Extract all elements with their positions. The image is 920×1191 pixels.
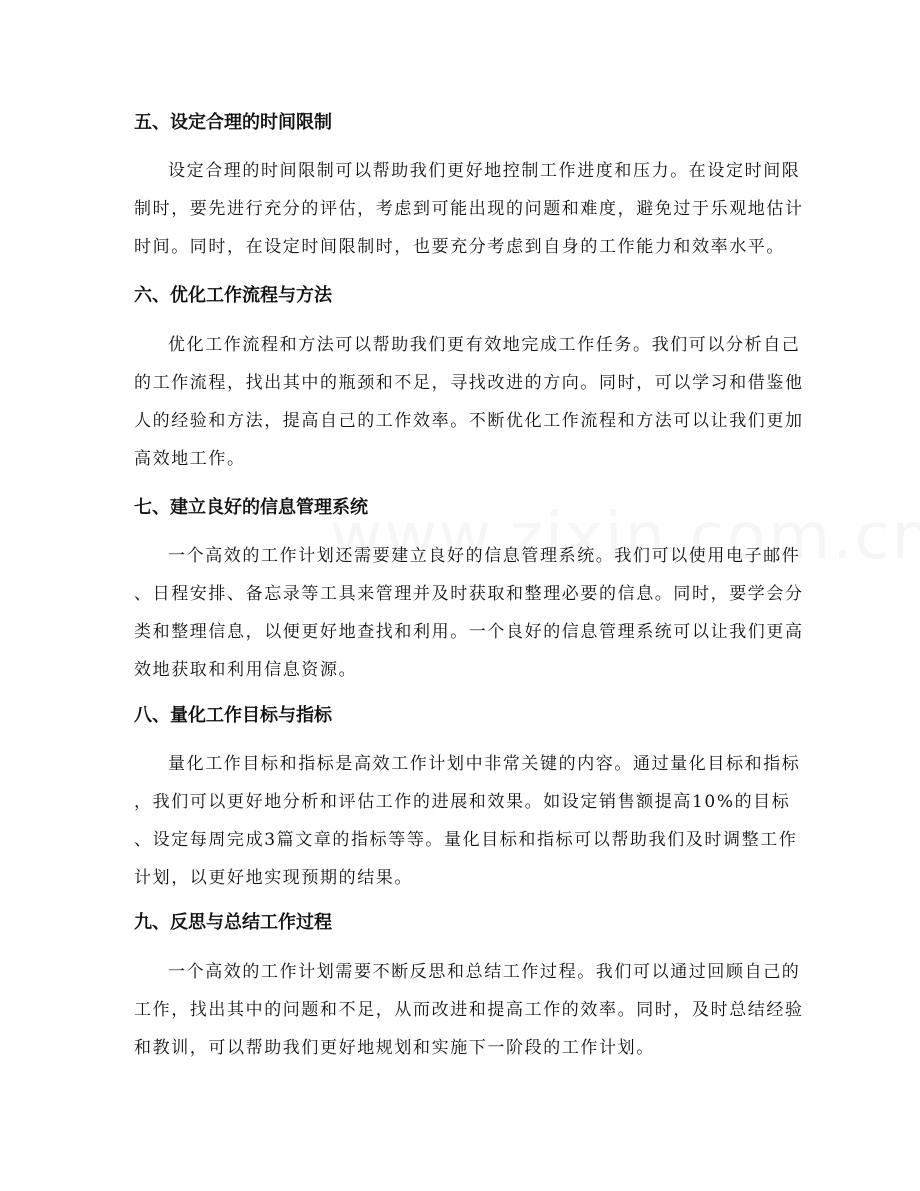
paragraph-line: 类和整理信息，以便更好地查找和利用。一个良好的信息管理系统可以让我们更高 (134, 622, 804, 642)
section-paragraph-9 (134, 953, 804, 1067)
section-title-6: 六、优化工作流程与方法 (134, 285, 332, 306)
paragraph-line: 工作，找出其中的问题和不足，从而改进和提高工作的效率。同时，及时总结经验 (134, 1000, 804, 1020)
paragraph-line: 的工作流程，找出其中的瓶颈和不足，寻找改进的方向。同时，可以学习和借鉴他 (134, 373, 804, 393)
paragraph-line: 时间。同时，在设定时间限制时，也要充分考虑到自身的工作能力和效率水平。 (134, 237, 785, 257)
paragraph-line: 制时，要先进行充分的评估，考虑到可能出现的问题和难度，避免过于乐观地估计 (134, 199, 804, 219)
paragraph-line: 一个高效的工作计划还需要建立良好的信息管理系统。我们可以使用电子邮件 (168, 546, 801, 566)
paragraph-line: 优化工作流程和方法可以帮助我们更有效地完成工作任务。我们可以分析自己 (168, 335, 801, 355)
section-paragraph-5 (134, 152, 804, 266)
section-title-8: 八、量化工作目标与指标 (134, 705, 332, 726)
paragraph-line: 量化工作目标和指标是高效工作计划中非常关键的内容。通过量化目标和指标 (168, 754, 801, 774)
paragraph-line: 一个高效的工作计划需要不断反思和总结工作过程。我们可以通过回顾自己的 (168, 962, 801, 982)
section-paragraph-7 (134, 537, 804, 689)
section-paragraph-6 (134, 326, 804, 478)
section-title-5: 五、设定合理的时间限制 (134, 112, 332, 133)
paragraph-line: 、设定每周完成3篇文章的指标等等。量化目标和指标可以帮助我们及时调整工作 (134, 830, 798, 850)
paragraph-line: 人的经验和方法，提高自己的工作效率。不断优化工作流程和方法可以让我们更加 (134, 411, 804, 431)
paragraph-line: ，我们可以更好地分析和评估工作的进展和效果。如设定销售额提高10%的目标 (134, 792, 791, 812)
paragraph-line: 效地获取和利用信息资源。 (134, 660, 358, 680)
paragraph-line: 、日程安排、备忘录等工具来管理并及时获取和整理必要的信息。同时，要学会分 (134, 584, 804, 604)
section-title-9: 九、反思与总结工作过程 (134, 912, 332, 933)
paragraph-line: 计划，以更好地实现预期的结果。 (134, 868, 413, 888)
section-title-7: 七、建立良好的信息管理系统 (134, 497, 368, 518)
paragraph-line: 高效地工作。 (134, 449, 246, 469)
paragraph-line: 和教训，可以帮助我们更好地规划和实施下一阶段的工作计划。 (134, 1038, 655, 1058)
paragraph-line: 设定合理的时间限制可以帮助我们更好地控制工作进度和压力。在设定时间限 (168, 161, 801, 181)
section-paragraph-8 (134, 745, 801, 897)
